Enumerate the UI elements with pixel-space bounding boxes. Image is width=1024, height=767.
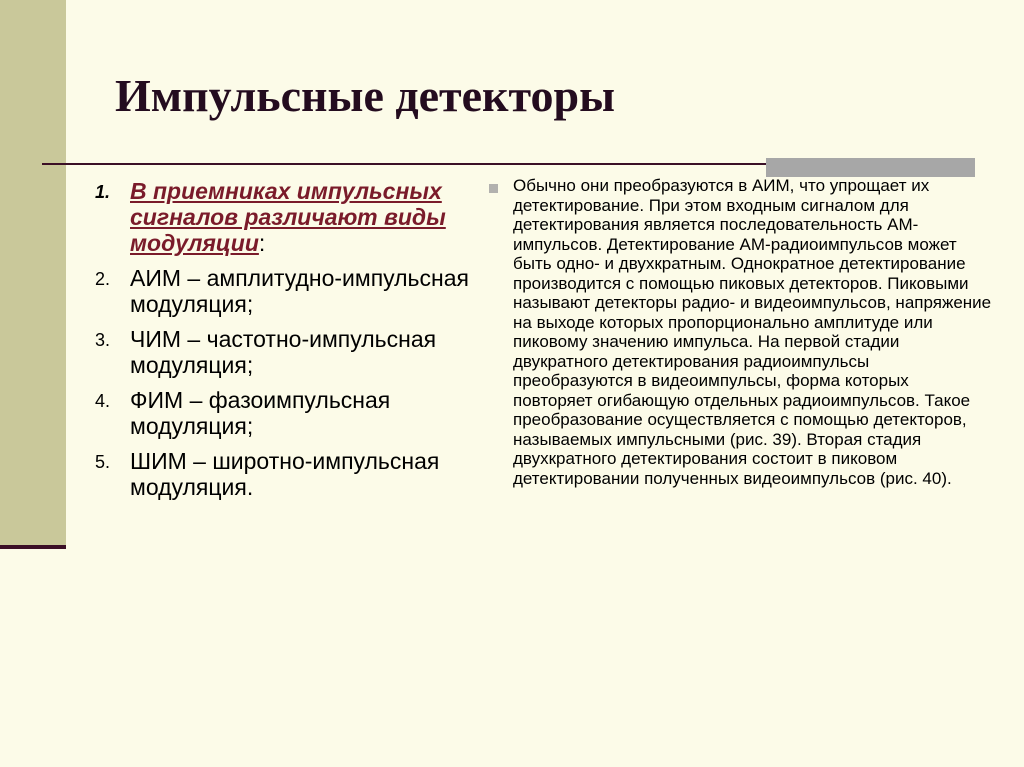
list-item (95, 387, 475, 439)
list-number: 3. (95, 330, 111, 350)
modulation-list (95, 178, 475, 509)
bullet-square-icon (489, 184, 498, 193)
list-item (95, 178, 475, 256)
list-item (95, 326, 475, 378)
list-number: 4. (95, 391, 111, 411)
list-item-suffix: : (258, 230, 266, 256)
list-item-text (130, 178, 475, 256)
highlight-text: В приемниках импульсных сигналов различают виды модуляции (130, 178, 446, 256)
list-item-text: ШИМ – широтно-импульсная модуляция. (130, 448, 440, 500)
list-item-text: ФИМ – фазоимпульсная модуляция; (130, 387, 391, 439)
list-number: 5. (95, 452, 111, 472)
slide-title: Импульсные детекторы (115, 70, 616, 121)
side-bar (0, 0, 66, 545)
list-number: 2. (95, 269, 111, 289)
list-item-text: АИМ – амплитудно-импульсная модуляция; (130, 265, 469, 317)
list-item (95, 448, 475, 500)
body-paragraph: Обычно они преобразуются в АИМ, что упрощает их детектирование. При этом входным сигналом для детектирования является последовательность АМ-импульсов. Детектирование АМ-радиоимпульсов может быть одно- и двухкратным. Однократное детектирование производится с помощью пиковых детекторов. Пиковыми называют детекторы радио- и видеоимпульсов, напряжение на выходе которых пропорционально амплитуде или пиковому значению импульса. На первой стадии двукратного детектирования радиоимпульсы преобразуются в видеоимпульсы, форма которых повторяет огибающую отдельных радиоимпульсов. Такое преобразование осуществляется с помощью детекторов, называемых импульсными (рис. 39). Вторая стадия двухкратного детектирования состоит в пиковом детектировании полученных видеоимпульсов (рис. 40). (513, 176, 992, 488)
accent-bar (766, 158, 975, 177)
side-bar-underline (0, 545, 66, 549)
list-item-text: ЧИМ – частотно-импульсная модуляция; (130, 326, 437, 378)
list-item (95, 265, 475, 317)
list-number: 1. (95, 182, 111, 202)
